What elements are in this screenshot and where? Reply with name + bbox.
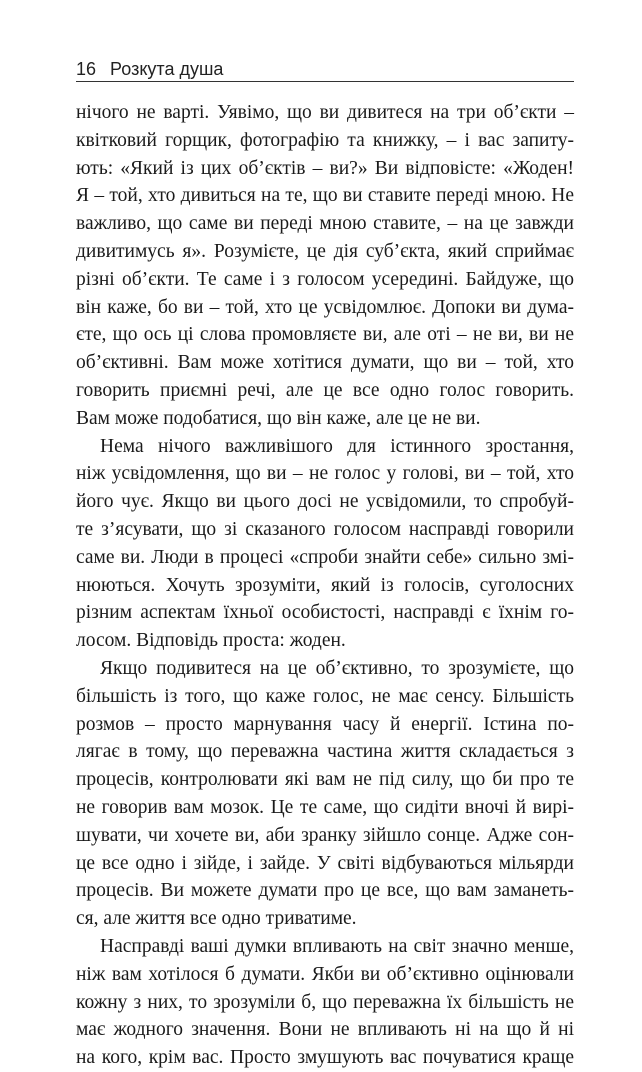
text-line: його чує. Якщо ви цього досі не усвідомили, то спробуй-: [76, 491, 574, 513]
text-line: шувати, чи хочете ви, аби зранку зійшло сонце. Адже сон-: [76, 824, 574, 846]
text-line: розмов – просто марнування часу й енергії. Істина по-: [76, 713, 574, 735]
text-line: Нема нічого важливішого для істинного зростання,: [100, 435, 574, 457]
text-line: те з’ясувати, що зі сказаного голосом насправді говорили: [76, 518, 574, 540]
text-line: Насправді ваші думки впливають на світ значно менше,: [100, 935, 574, 957]
paragraph: [76, 933, 574, 1072]
text-line: на кого, крім вас. Просто змушують вас почуватися краще: [76, 1047, 574, 1069]
text-line: нюються. Хочуть зрозуміти, який із голосів, суголосних: [76, 574, 574, 596]
paragraph: [76, 99, 574, 433]
text-line: Вам може подобатися, що він каже, але це не ви.: [76, 407, 481, 429]
text-line: більшість із того, що каже голос, не має сенсу. Більшість: [76, 685, 574, 707]
paragraph: [76, 655, 574, 933]
text-line: Якщо подивитеся на це об’єктивно, то зрозумієте, що: [100, 657, 574, 679]
text-line: не говорив вам мозок. Це те саме, що сидіти вночі й вирі-: [76, 796, 574, 818]
text-line: він каже, бо ви – той, хто це усвідомлює. Допоки ви дума-: [76, 296, 574, 318]
text-line: говорить приємні речі, але це все одно голос говорить.: [76, 379, 574, 401]
text-line: єте, що ось ці слова промовляєте ви, але оті – не ви, ви не: [76, 324, 574, 346]
text-line: процесів, контролювати які вам не під силу, що би про те: [76, 769, 574, 791]
text-line: нічого не варті. Уявімо, що ви дивитеся на три об’єкти –: [76, 102, 574, 123]
page-number: 16: [76, 59, 97, 79]
text-line: важливо, що саме ви переді мною ставите, – на це завжди: [76, 213, 574, 235]
text-line: ніж вам хотілося б думати. Якби ви об’єктивно оцінювали: [76, 963, 574, 985]
text-line: об’єктивні. Вам може хотітися думати, що ви – той, хто: [76, 352, 574, 374]
text-line: має жодного значення. Вони не впливають ні на що й ні: [76, 1019, 574, 1041]
text-line: кожну з них, то зрозуміли б, що переважна їх більшість не: [76, 991, 574, 1013]
text-line: процесів. Ви можете думати про це все, що вам заманеть-: [76, 880, 574, 902]
text-line: лягає в тому, що переважна частина життя складається з: [76, 741, 574, 763]
paragraph: [76, 433, 574, 655]
text-line: квітковий горщик, фотографію та книжку, – і вас запиту-: [76, 129, 574, 151]
text-line: саме ви. Люди в процесі «спроби знайти себе» сильно змі-: [76, 546, 574, 568]
text-line: це все одно і зійде, і зайде. У світі відбуваються мільярди: [76, 852, 574, 874]
running-title: Розкута душа: [110, 59, 224, 79]
text-line: різним аспектам їхньої особистості, насправді є їхнім го-: [76, 602, 574, 624]
header-rule: [76, 81, 574, 82]
text-line: різні об’єкти. Те саме і з голосом усередині. Байдуже, що: [76, 268, 574, 290]
text-line: дивитимусь я». Розумієте, це дія суб’єкта, який сприймає: [76, 240, 574, 262]
text-line: ніж усвідомлення, що ви – не голос у голові, ви – той, хто: [76, 463, 574, 485]
text-line: ся, але життя все одно триватиме.: [76, 908, 357, 930]
body-text: [76, 99, 574, 1072]
text-line: лосом. Відповідь проста: жоден.: [76, 630, 346, 652]
page-header: [76, 58, 574, 82]
text-line: Я – той, хто дивиться на те, що ви ставите переді мною. Не: [76, 185, 574, 207]
text-line: ють: «Який із цих об’єктів – ви?» Ви відповісте: «Жоден!: [76, 157, 574, 179]
